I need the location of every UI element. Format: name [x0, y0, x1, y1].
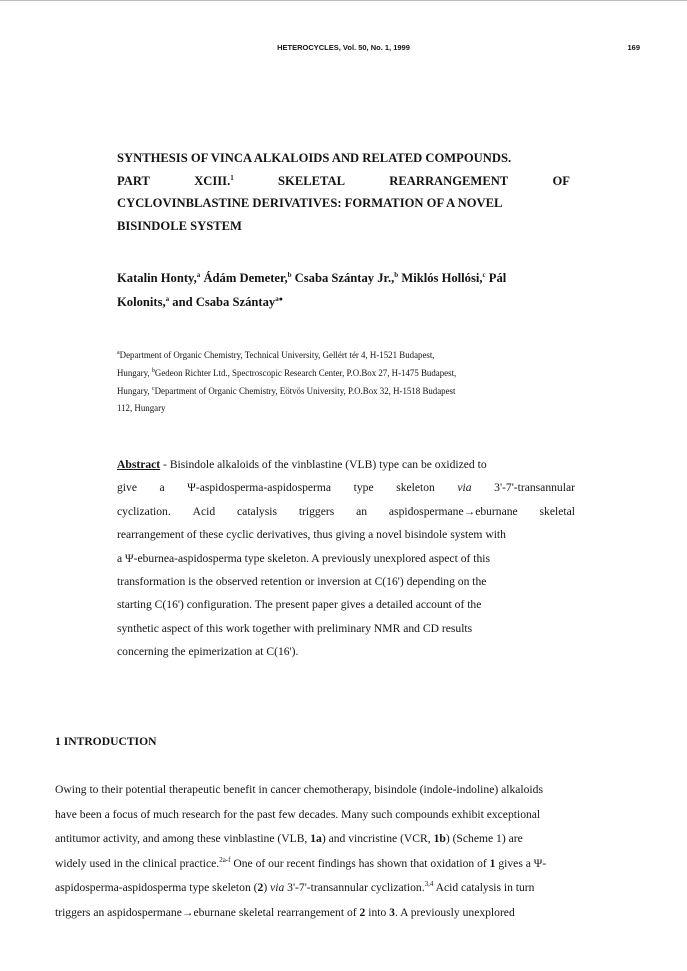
compound-number: 2 [257, 881, 264, 895]
abstract-label: Abstract [117, 458, 161, 471]
title-word: SKELETAL [278, 173, 345, 188]
title-word: PART [117, 173, 150, 188]
author: Ádám Demeter,$^b$ [203, 270, 292, 285]
reference-marker: 3,4 [424, 880, 434, 889]
title-line: BISINDOLE SYSTEM [117, 219, 242, 234]
affiliation-line: Hungary, $^c$Department of Organic Chemistry, Eötvös University, P.O.Box 32, H-1518 Budapest [117, 385, 456, 396]
body-paragraph [55, 778, 633, 926]
abstract-line: starting C(16') configuration. The present paper gives a detailed account of the [117, 598, 482, 612]
footnote-marker: 1 [230, 173, 234, 182]
body-line: Owing to their potential therapeutic benefit in cancer chemotherapy, bisindole (indole-indoline) alkaloids [55, 783, 543, 796]
affiliation-line: Hungary, $^b$Gedeon Richter Ltd., Spectroscopic Research Center, P.O.Box 27, H-1475 Budapest, [117, 367, 457, 378]
body-line: antitumor activity, and among these vinblastine (VLB, 1a) and vincristine (VCR, 1b) (Scheme 1) are [55, 832, 523, 846]
abstract-line: transformation is the observed retention or inversion at C(16') depending on the [117, 575, 487, 589]
title-line [117, 170, 570, 193]
paper-title [117, 147, 570, 238]
title-line: SYNTHESIS OF VINCA ALKALOIDS AND RELATED COMPOUNDS. [117, 151, 512, 165]
author: Miklós Hollósi,$^c$ [401, 270, 486, 285]
author-line [117, 266, 577, 290]
reference-marker: 2a-f [219, 855, 231, 864]
body-line: have been a focus of much research for the past few decades. Many such compounds exhibit exceptional [55, 807, 541, 821]
affiliation-line: 112, Hungary [117, 403, 166, 414]
section-heading: 1 INTRODUCTION [55, 735, 157, 748]
top-rule [0, 0, 687, 1]
affiliation-line: $^a$Department of Organic Chemistry, Technical University, Gellért tér 4, H-1521 Budapest, [117, 350, 435, 360]
author: Katalin Honty,$^a$ [117, 270, 201, 285]
compound-number: 2 [359, 905, 366, 919]
affiliations [117, 347, 577, 418]
title-word: OF [552, 173, 570, 188]
abstract-line: a Ψ-eburnea-aspidosperma type skeleton. A previously unexplored aspect of this [117, 551, 491, 565]
body-line: aspidosperma-aspidosperma type skeleton (2) via 3'-7'-transannular cyclization.$^{3,4}$ Acid catalysis in turn [55, 880, 535, 895]
abstract-line: Abstract - Bisindole alkaloids of the vinblastine (VLB) type can be oxidized to [117, 458, 487, 471]
author: Pál [488, 271, 507, 285]
abstract-line: give a Ψ-aspidosperma-aspidosperma type skeleton via 3'-7'-transannular [117, 481, 575, 495]
abstract-line: concerning the epimerization at C(16'). [117, 645, 299, 659]
compound-number: 1b [433, 832, 446, 846]
abstract-line: synthetic aspect of this work together with preliminary NMR and CD results [117, 621, 473, 635]
title-word: XCIII.$^1$ [194, 173, 234, 188]
title-word: REARRANGEMENT [389, 173, 509, 188]
body-line: triggers an aspidospermane→eburnane skeletal rearrangement of 2 into 3. A previously unexplored [55, 905, 515, 919]
running-header [0, 43, 687, 57]
page-number: 169 [627, 43, 640, 52]
author: Csaba Szántay Jr.,$^b$ [294, 270, 399, 285]
title-line: CYCLOVINBLASTINE DERIVATIVES: FORMATION OF A NOVEL [117, 196, 503, 211]
author-line [117, 290, 577, 314]
compound-number: 1a [310, 832, 322, 846]
author-list [117, 266, 577, 314]
journal-citation: HETEROCYCLES, Vol. 50, No. 1, 1999 [277, 43, 410, 52]
compound-number: 3 [389, 905, 395, 919]
author: and Csaba Szántay$^{a●}$ [172, 294, 283, 309]
body-line: widely used in the clinical practice.$^{2a-f}$ One of our recent findings has shown that oxidation of 1 gives a Ψ- [55, 855, 547, 870]
abstract [117, 453, 575, 664]
abstract-line: rearrangement of these cyclic derivatives, thus giving a novel bisindole system with [117, 528, 506, 542]
abstract-line: cyclization. Acid catalysis triggers an aspidospermane→eburnane skeletal [117, 504, 575, 518]
author: Kolonits,$^a$ [117, 294, 170, 309]
compound-number: 1 [489, 856, 496, 870]
